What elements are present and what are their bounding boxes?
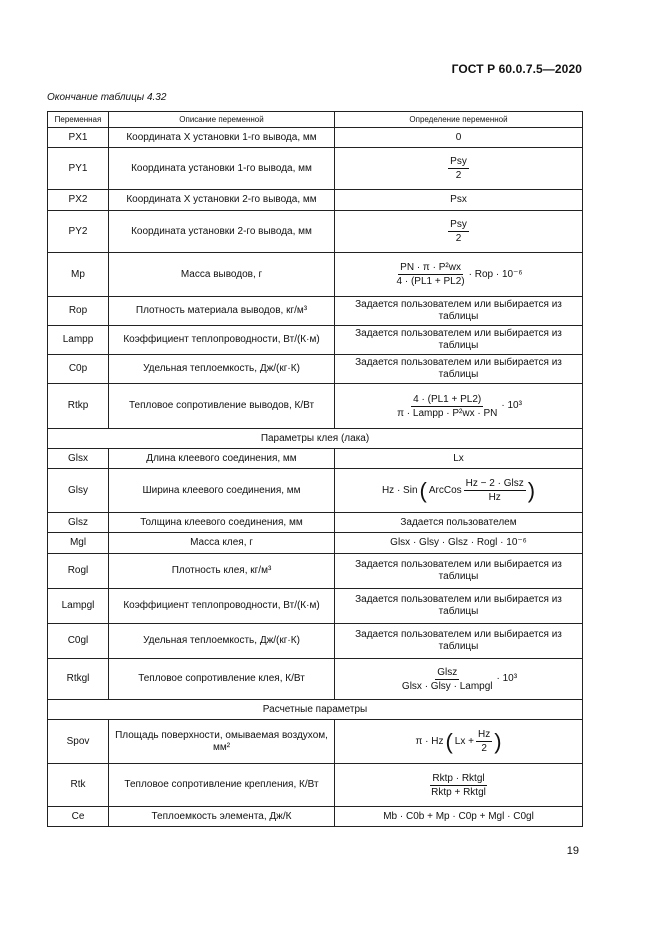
row-var: PX2: [48, 190, 109, 211]
table-row: [48, 128, 583, 148]
page-number: 19: [566, 845, 579, 857]
table-header-row: [48, 112, 583, 128]
table-row: [48, 297, 583, 326]
row-var: Glsx: [48, 449, 109, 469]
row-desc: Плотность материала выводов, кг/м³: [109, 297, 335, 326]
row-desc: Координата X установки 2-го вывода, мм: [109, 190, 335, 211]
table-row: [48, 148, 583, 190]
table-row: [48, 513, 583, 533]
table-row: [48, 533, 583, 554]
table-row: [48, 326, 583, 355]
row-def: [335, 764, 583, 807]
table-row: [48, 720, 583, 764]
row-var: Lampgl: [48, 589, 109, 624]
row-def: Задается пользователем: [335, 513, 583, 533]
row-var: Ce: [48, 807, 109, 827]
row-var: Mp: [48, 253, 109, 297]
fraction: $\frac{\text{Hz − 2 · Glsz}}{Hz}$: [465, 478, 524, 503]
col-header-definition: Определение переменной: [335, 112, 583, 128]
row-def: Lx: [335, 449, 583, 469]
row-var: Mgl: [48, 533, 109, 554]
row-desc: Тепловое сопротивление клея, К/Вт: [109, 659, 335, 700]
row-desc: Масса клея, г: [109, 533, 335, 554]
row-desc: Коэффициент теплопроводности, Вт/(К·м): [109, 589, 335, 624]
fraction: $\frac{\text{Psy}}{2}$: [450, 219, 467, 244]
row-def: Задается пользователем или выбирается из таблицы: [335, 554, 583, 589]
fraction: $\frac{\text{PN · π · P²wx}}{4 \cdot (PL1 + PL2)}$: [396, 262, 465, 287]
row-def: Задается пользователем или выбирается из таблицы: [335, 297, 583, 326]
document-code: ГОСТ Р 60.0.7.5—2020: [451, 62, 582, 76]
row-var: Rtk: [48, 764, 109, 807]
row-var: C0p: [48, 355, 109, 384]
fraction: $\frac{\text{Glsz}}{\text{Glsx · Glsy · Lampgl}}$: [401, 666, 493, 692]
row-def: [335, 211, 583, 253]
table-row: [48, 449, 583, 469]
row-desc: Теплоемкость элемента, Дж/К: [109, 807, 335, 827]
table-row: [48, 211, 583, 253]
row-var: Lampp: [48, 326, 109, 355]
row-var: Rogl: [48, 554, 109, 589]
row-desc: Толщина клеевого соединения, мм: [109, 513, 335, 533]
row-def: Mb · C0b + Mp · C0p + Mgl · C0gl: [335, 807, 583, 827]
row-def: π · Hz ( Lx + $\frac{Hz}{2}$ ): [335, 720, 583, 764]
table-row: [48, 384, 583, 429]
row-var: Rop: [48, 297, 109, 326]
table-row: [48, 807, 583, 827]
table-row: [48, 253, 583, 297]
row-desc: Тепловое сопротивление выводов, К/Вт: [109, 384, 335, 429]
row-var: Glsz: [48, 513, 109, 533]
row-var: Spov: [48, 720, 109, 764]
row-def: Hz · Sin ( ArcCos $\frac{\text{Hz − 2 · Glsz}}{Hz}$ ): [335, 469, 583, 513]
table-row: [48, 469, 583, 513]
row-var: Rtkgl: [48, 659, 109, 700]
section-title-calc: Расчетные параметры: [48, 700, 583, 720]
row-def: $\frac{\text{Glsz}}{\text{Glsx · Glsy · Lampgl}}$ · 10³: [335, 659, 583, 700]
row-def: Задается пользователем или выбирается из таблицы: [335, 624, 583, 659]
table-row: [48, 190, 583, 211]
row-var: PY1: [48, 148, 109, 190]
variables-table: [47, 111, 583, 827]
table-caption: Окончание таблицы 4.32: [47, 92, 167, 103]
row-desc: Плотность клея, кг/м³: [109, 554, 335, 589]
row-var: C0gl: [48, 624, 109, 659]
row-desc: Тепловое сопротивление крепления, К/Вт: [109, 764, 335, 807]
row-desc: Масса выводов, г: [109, 253, 335, 297]
col-header-variable: Переменная: [48, 112, 109, 128]
row-def: Задается пользователем или выбирается из таблицы: [335, 355, 583, 384]
row-def: 0: [335, 128, 583, 148]
row-def: [335, 148, 583, 190]
row-desc: Координата X установки 1-го вывода, мм: [109, 128, 335, 148]
row-def: Psx: [335, 190, 583, 211]
row-desc: Коэффициент теплопроводности, Вт/(К·м): [109, 326, 335, 355]
row-var: PY2: [48, 211, 109, 253]
table-row: [48, 589, 583, 624]
fraction: $\frac{\text{Psy}}{2}$: [450, 156, 467, 181]
row-desc: Ширина клеевого соединения, мм: [109, 469, 335, 513]
row-desc: Координата установки 2-го вывода, мм: [109, 211, 335, 253]
table-row: [48, 659, 583, 700]
section-row: [48, 700, 583, 720]
row-desc: Площадь поверхности, омываемая воздухом, мм²: [109, 720, 335, 764]
row-desc: Координата установки 1-го вывода, мм: [109, 148, 335, 190]
table-row: [48, 764, 583, 807]
row-def: $\frac{\text{PN · π · P²wx}}{4 \cdot (PL1 + PL2)}$ · Rop · 10⁻⁶: [335, 253, 583, 297]
row-desc: Удельная теплоемкость, Дж/(кг·К): [109, 355, 335, 384]
row-var: Glsy: [48, 469, 109, 513]
row-var: PX1: [48, 128, 109, 148]
row-def: Glsx · Glsy · Glsz · Rogl · 10⁻⁶: [335, 533, 583, 554]
fraction: $\frac{\text{Rktp · Rktgl}}{\text{Rktp + Rktgl}}$: [431, 772, 486, 798]
table-row: [48, 355, 583, 384]
row-desc: Длина клеевого соединения, мм: [109, 449, 335, 469]
table-row: [48, 554, 583, 589]
row-def: $\frac{4 \cdot (PL1 + PL2)}{\text{π · Lampp · P²wx · PN}}$ · 10³: [335, 384, 583, 429]
row-def: Задается пользователем или выбирается из таблицы: [335, 326, 583, 355]
section-row: [48, 429, 583, 449]
row-def: Задается пользователем или выбирается из таблицы: [335, 589, 583, 624]
fraction: $\frac{Hz}{2}$: [477, 729, 491, 754]
table-row: [48, 624, 583, 659]
col-header-description: Описание переменной: [109, 112, 335, 128]
row-var: Rtkp: [48, 384, 109, 429]
fraction: $\frac{4 \cdot (PL1 + PL2)}{\text{π · Lampp · P²wx · PN}}$: [397, 393, 498, 419]
row-desc: Удельная теплоемкость, Дж/(кг·К): [109, 624, 335, 659]
section-title-glue: Параметры клея (лака): [48, 429, 583, 449]
